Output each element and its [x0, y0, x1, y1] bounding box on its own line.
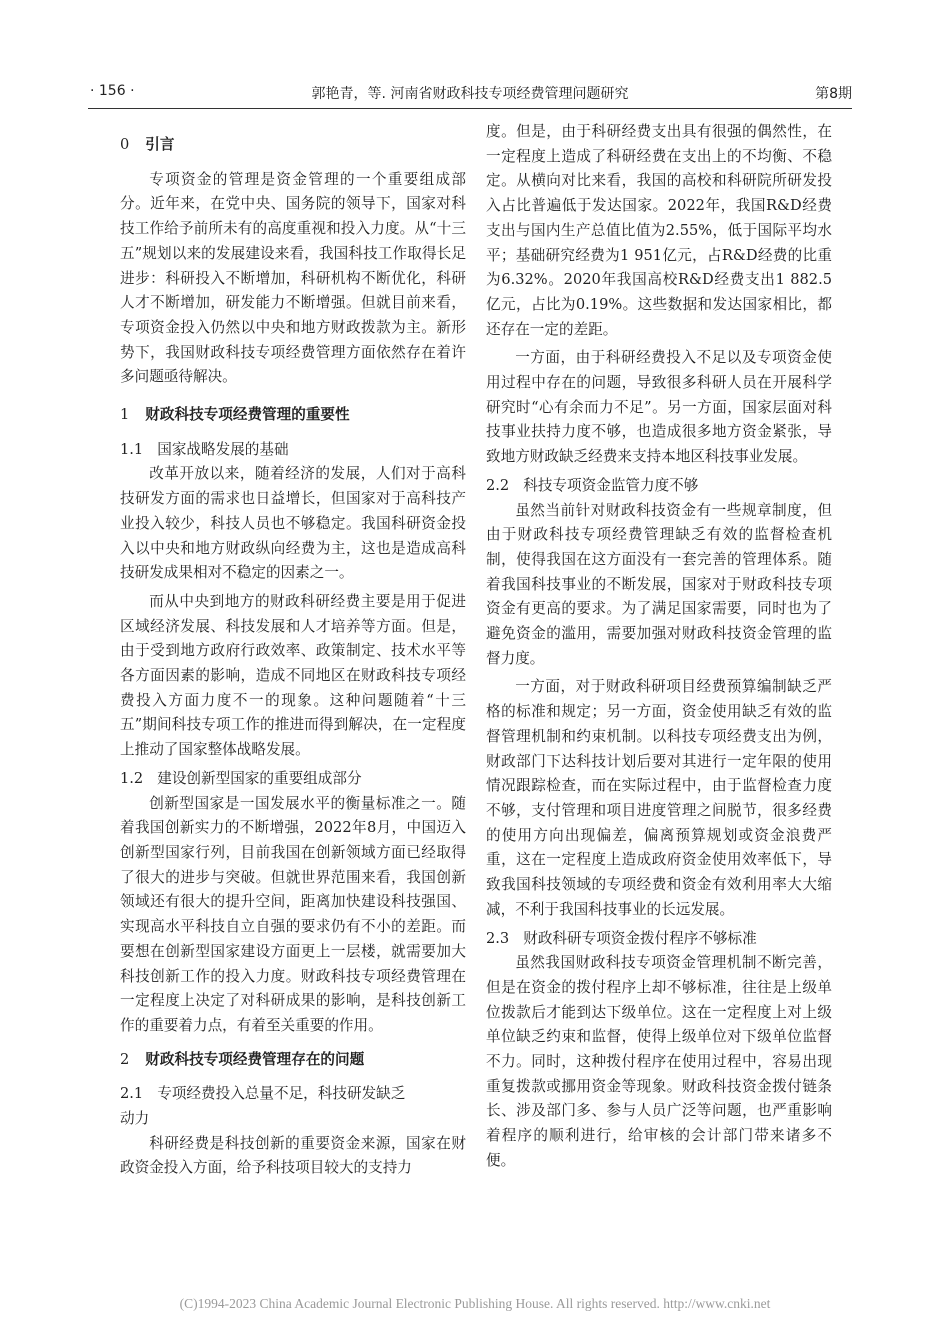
subsection-2-1-heading — [120, 1082, 466, 1131]
paragraph-continued: 度。但是，由于科研经费支出具有很强的偶然性，在一定程度上造成了科研经费在支出上的不均衡、不稳定。从横向对比来看，我国的高校和科研院所研发投入占比普遍低于发达国家。2022年，我国R&D经费支出与国内生产总值比值为2.55%，低于国际平均水平；基础研究经费为1 951亿元，占R&D经费的比重为6.32%。2020年我国高校R&D经费支出1 882.5亿元，占比为0.19%。这些数据和发达国家相比，都还存在一定的差距。 — [486, 123, 832, 338]
paragraph: 虽然我国财政科技专项资金管理机制不断完善，但是在资金的拨付程序上却不够标准，往往是上级单位拨款后才能到达下级单位。这在一定程度上对上级单位缺乏约束和监督，使得上级单位对下级单位监督不力。同时，这种拨付程序在使用过程中，容易出现重复拨款或挪用资金等现象。财政科技资金拨付链条长、涉及部门多、参与人员广泛等问题，也严重影响着程序的顺利进行，给审核的会计部门带来诸多不便。 — [486, 954, 832, 1169]
paragraph: 科研经费是科技创新的重要资金来源，国家在财政资金投入方面，给予科技项目较大的支持力 — [120, 1134, 466, 1177]
copyright-watermark: (C)1994-2023 China Academic Journal Electronic Publishing House. All rights reserved. http://www.cnki.net — [179, 1296, 771, 1311]
subsection-2-1-title: 专项经费投入总量不足，科技研发缺乏 — [157, 1085, 406, 1103]
subsection-1-2-number: 1.2 — [120, 769, 144, 787]
section-0-heading — [120, 133, 466, 158]
subsection-1-1-heading — [120, 438, 466, 463]
subsection-2-2-number: 2.2 — [486, 476, 510, 494]
paragraph: 而从中央到地方的财政科研经费主要是用于促进区域经济发展、科技发展和人才培养等方面。但是，由于受到地方政府行政效率、政策制定、技术水平等各方面因素的影响，造成不同地区在财政科技专项经费投入方面力度不一的现象。这种问题随着“十三五”期间科技专项工作的推进而得到解决，在一定程度上推动了国家整体战略发展。 — [120, 592, 466, 759]
subsection-1-1-title: 国家战略发展的基础 — [157, 440, 289, 458]
subsection-2-3-number: 2.3 — [486, 929, 510, 947]
section-2-number: 2 — [120, 1050, 130, 1068]
running-header — [88, 78, 852, 109]
section-0-number: 0 — [120, 136, 130, 153]
right-column — [486, 120, 832, 1174]
subsection-2-2-heading — [486, 474, 832, 499]
subsection-2-1-number: 2.1 — [120, 1085, 144, 1103]
section-2-title: 财政科技专项经费管理存在的问题 — [145, 1050, 365, 1068]
section-0-title: 引言 — [145, 136, 175, 153]
paragraph: 一方面，对于财政科研项目经费预算编制缺乏严格的标准和规定；另一方面，资金使用缺乏有效的监督管理机制和约束机制。以科技专项经费支出为例，财政部门下达科技计划后要对其进行一定年限的使用情况跟踪检查，而在实际过程中，由于监督检查力度不够，支付管理和项目进度管理之间脱节，很多经费的使用方向出现偏差，偏离预算规划或资金浪费严重，这在一定程度上造成政府资金使用效率低下，导致我国科技领域的专项经费和资金有效利用率大大缩减，不利于我国科技事业的长远发展。 — [486, 678, 832, 918]
section-1-title: 财政科技专项经费管理的重要性 — [145, 406, 350, 424]
paragraph: 虽然当前针对财政科技资金有一些规章制度，但由于财政科技专项经费管理缺乏有效的监督检查机制，使得我国在这方面没有一套完善的管理体系。随着我国科技事业的不断发展，国家对于财政科技专项资金有更高的要求。为了满足国家需要，同时也为了避免资金的滥用，需要加强对财政科技资金管理的监督力度。 — [486, 501, 832, 667]
subsection-1-2-heading — [120, 767, 466, 792]
running-title: 郭艳青，等. 河南省财政科技专项经费管理问题研究 — [311, 86, 629, 102]
paragraph: 一方面，由于科研经费投入不足以及专项资金使用过程中存在的问题，导致很多科研人员在开展科学研究时“心有余而力不足”。另一方面，国家层面对科技事业扶持力度不够，也造成很多地方资金紧张，导致地方财政缺乏经费来支持本地区科技事业发展。 — [486, 349, 832, 466]
paragraph: 改革开放以来，随着经济的发展，人们对于高科技研发方面的需求也日益增长，但国家对于高科技产业投入较少，科技人员也不够稳定。我国科研资金投入以中央和地方财政纵向经费为主，这也是造成高科技研发成果相对不稳定的因素之一。 — [120, 465, 466, 582]
left-column — [120, 120, 466, 1181]
subsection-2-2-title: 科技专项资金监管力度不够 — [523, 476, 699, 494]
subsection-1-2-title: 建设创新型国家的重要组成部分 — [157, 769, 362, 787]
issue-number: 第8期 — [815, 86, 852, 102]
paragraph: 创新型国家是一国发展水平的衡量标准之一。随着我国创新实力的不断增强，2022年8月，中国迈入创新型国家行列，目前我国在创新领域方面已经取得了很大的进步与突破。但就世界范围来看，我国创新领域还有很大的提升空间，距离加快建设科技强国、实现高水平科技自立自强的要求仍有不小的差距。而要想在创新型国家建设方面更上一层楼，就需要加大科技创新工作的投入力度。财政科技专项经费管理在一定程度上决定了对科研成果的影响，是科技创新工作的重要着力点，有着至关重要的作用。 — [120, 794, 466, 1034]
subsection-1-1-number: 1.1 — [120, 440, 144, 458]
paragraph: 专项资金的管理是资金管理的一个重要组成部分。近年来，在党中央、国务院的领导下，国家对科技工作给予前所未有的高度重视和投入力度。从“十三五”规划以来的发展建设来看，我国科技工作取得长足进步：科研投入不断增加，科研机构不断优化，科研人才不断增加，研发能力不断增强。但就目前来看，专项资金投入仍然以中央和地方财政拨款为主。新形势下，我国财政科技专项经费管理方面依然存在着许多问题亟待解决。 — [120, 170, 466, 386]
section-2-heading — [120, 1048, 466, 1073]
page-number: · 156 · — [90, 83, 135, 99]
section-1-heading — [120, 403, 466, 428]
subsection-2-3-heading — [486, 927, 832, 952]
subsection-2-3-title: 财政科研专项资金拨付程序不够标准 — [523, 929, 757, 947]
subsection-2-1-title-wrap: 动力 — [120, 1110, 150, 1128]
section-1-number: 1 — [120, 406, 130, 424]
